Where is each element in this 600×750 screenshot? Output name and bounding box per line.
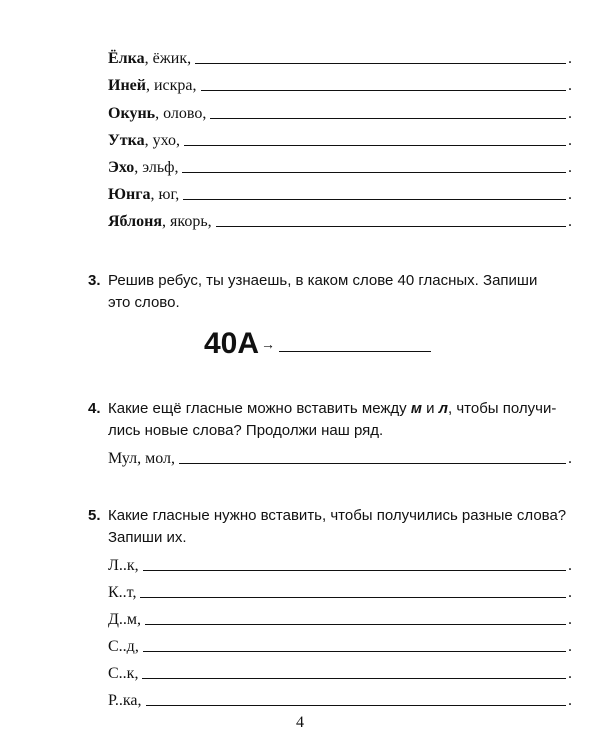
row-prefix: К..т, <box>108 584 137 601</box>
word-rest: , ухо, <box>144 132 180 149</box>
word-rest: , юг, <box>150 186 180 203</box>
exercise-text-line-1: Решив ребус, ты узнаешь, в каком слове 40 гласных. Запиши <box>108 272 538 289</box>
rebus <box>204 322 431 362</box>
line-end: . <box>568 665 572 682</box>
exercise-number: 5. <box>88 507 101 524</box>
word-rest: , олово, <box>155 105 207 122</box>
word-rest: , якорь, <box>162 213 212 230</box>
answer-line[interactable] <box>145 624 566 625</box>
word-row-5 <box>108 155 572 177</box>
word-row-4 <box>108 128 572 150</box>
exercise-5 <box>88 505 578 546</box>
line-end: . <box>568 77 572 94</box>
word-row-2 <box>108 73 572 95</box>
exercise-text-line-2: Запиши их. <box>108 529 187 546</box>
line-end: . <box>568 213 572 230</box>
answer-line[interactable] <box>179 463 566 464</box>
letter-l: л <box>438 400 449 417</box>
word-rest: , искра, <box>145 77 197 94</box>
exercise-number: 3. <box>88 272 101 289</box>
bold-word: Утка <box>108 132 145 149</box>
letter-m: м <box>410 400 422 417</box>
line-end: . <box>568 692 572 709</box>
row-prefix: С..д, <box>108 638 139 655</box>
row-prefix: Л..к, <box>108 557 139 574</box>
fill-row-3 <box>108 607 572 629</box>
word-row-6 <box>108 182 572 204</box>
answer-line[interactable] <box>143 651 566 652</box>
bold-word: Юнга <box>108 186 151 203</box>
line-end: . <box>568 159 572 176</box>
bold-word: Эхо <box>108 159 135 176</box>
answer-line[interactable] <box>195 63 566 64</box>
fill-row-1 <box>108 553 572 575</box>
line-end: . <box>568 50 572 67</box>
word-row-3 <box>108 101 572 123</box>
bold-word: Яблоня <box>108 213 163 230</box>
bold-word: Иней <box>108 77 146 94</box>
line-end: . <box>568 186 572 203</box>
answer-line[interactable] <box>142 678 566 679</box>
answer-line[interactable] <box>201 90 566 91</box>
line-end: . <box>568 557 572 574</box>
line-end: . <box>568 105 572 122</box>
row-prefix: Д..м, <box>108 611 142 628</box>
exercise-text-line-1: Какие ещё гласные можно вставить между м и л, чтобы получи- <box>108 400 557 417</box>
rebus-text: 40А <box>204 327 260 360</box>
line-end: . <box>568 611 572 628</box>
bold-word: Окунь <box>108 105 156 122</box>
answer-line[interactable] <box>140 597 566 598</box>
exercise-text-line-1: Какие гласные нужно вставить, чтобы получились разные слова? <box>108 507 567 524</box>
answer-line[interactable] <box>184 145 566 146</box>
row-prefix: Р..ка, <box>108 692 142 709</box>
exercise-number: 4. <box>88 400 101 417</box>
exercise-4 <box>88 398 578 439</box>
line-end: . <box>568 132 572 149</box>
answer-line[interactable] <box>146 705 566 706</box>
word-row-1 <box>108 46 572 68</box>
exercise-text-line-2: это слово. <box>108 294 180 311</box>
answer-line[interactable] <box>210 118 566 119</box>
fill-row-5 <box>108 661 572 683</box>
answer-line[interactable] <box>183 199 566 200</box>
line-end: . <box>568 450 572 467</box>
line-end: . <box>568 584 572 601</box>
page-number: 4 <box>296 714 304 731</box>
line-end: . <box>568 638 572 655</box>
row-prefix: С..к, <box>108 665 139 682</box>
word-rest: , эльф, <box>134 159 179 176</box>
answer-line[interactable] <box>216 226 566 227</box>
word-row-7 <box>108 209 572 231</box>
exercise-text-line-2: лись новые слова? Продолжи наш ряд. <box>108 422 384 439</box>
arrow-icon: → <box>261 336 276 352</box>
word-rest: , ёжик, <box>144 50 192 67</box>
exercise-3 <box>88 270 578 311</box>
answer-line[interactable] <box>279 351 431 352</box>
fill-row-4 <box>108 634 572 656</box>
bold-word: Ёлка <box>108 50 145 67</box>
fill-row-6 <box>108 688 572 710</box>
fill-row-2 <box>108 580 572 602</box>
answer-row-mul <box>108 446 572 468</box>
answer-line[interactable] <box>182 172 566 173</box>
row-prefix: Мул, мол, <box>108 450 176 467</box>
answer-line[interactable] <box>143 570 566 571</box>
